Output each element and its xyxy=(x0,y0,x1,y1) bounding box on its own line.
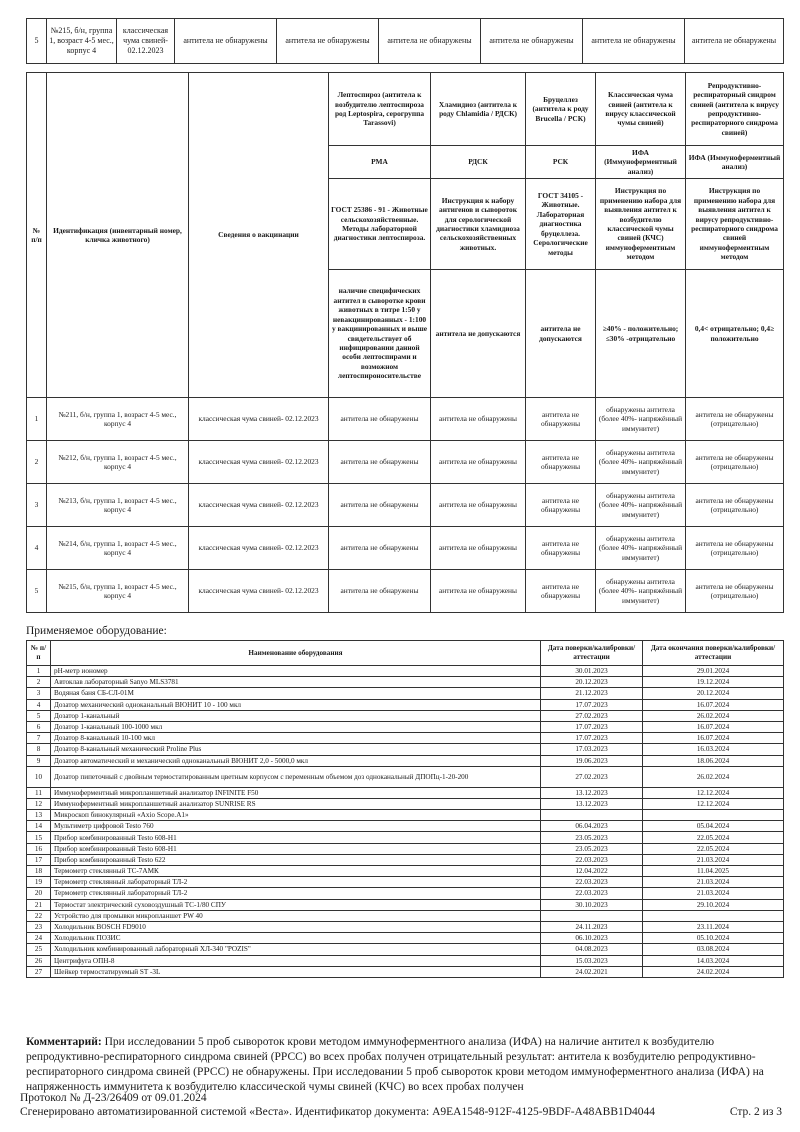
page-footer xyxy=(20,1106,782,1118)
row-number: 27 xyxy=(27,966,51,977)
row-number: 4 xyxy=(27,699,51,710)
row-number: 1 xyxy=(27,398,47,441)
row-number: 25 xyxy=(27,944,51,955)
protocol-number: Протокол № Д-23/26409 от 09.01.2024 xyxy=(20,1092,207,1104)
result-cell: антитела не обнаружены xyxy=(526,484,596,527)
equipment-name: Мультиметр цифровой Testo 760 xyxy=(51,821,541,832)
equipment-name: Шейкер термостатируемый ST -3L xyxy=(51,966,541,977)
table-row xyxy=(27,877,784,888)
result-cell: обнаружены антитела (более 40%- напряжённый иммунитет) xyxy=(596,527,686,570)
table-row xyxy=(27,398,784,441)
equipment-name: Дозатор автоматический и механический одноканальный ВЮНИТ 2,0 - 5000,0 мкл xyxy=(51,755,541,766)
vaccination-info: классическая чума свиней- 02.12.2023 xyxy=(189,398,329,441)
row-number: 23 xyxy=(27,921,51,932)
table-row xyxy=(27,910,784,921)
result-cell: антитела не обнаружены xyxy=(329,527,431,570)
row-number: 21 xyxy=(27,899,51,910)
equipment-name: Дозатор 8-канальный механический Proline Plus xyxy=(51,744,541,755)
result-cell: обнаружены антитела (более 40%- напряжённый иммунитет) xyxy=(596,441,686,484)
row-number: 4 xyxy=(27,527,47,570)
header-normdoc: ГОСТ 34105 - Животные. Лабораторная диагностика бруцеллеза. Серологические методы xyxy=(526,179,596,270)
row-number: 7 xyxy=(27,733,51,744)
equipment-section-title: Применяемое оборудование: xyxy=(26,625,167,637)
comment-text: При исследовании 5 проб сывороток крови методом иммуноферментного анализа (ИФА) на наличие антител к возбудителю репродуктивно-респираторного синдрома свиней (РРСС) во всех пробах получен отрицательный результат: антитела к возбудителю репродуктивно-респираторного синдрома свиней (РРСС) не обнаружены. При исследовании 5 проб сывороток крови методом иммуноферментного анализа (ИФА) на напряженность иммунитета к возбудителю классической чумы свиней (КЧС) во всех пробах получен xyxy=(26,1036,764,1093)
equipment-name: Дозатор 8-канальный 10-100 мкл xyxy=(51,733,541,744)
table-row xyxy=(27,721,784,732)
equipment-name: pH-метр иономер xyxy=(51,666,541,677)
header-identification: Идентификация (инвентарный номер, кличка животного) xyxy=(47,73,189,398)
date-to: 23.11.2024 xyxy=(643,921,784,932)
result-cell: антитела не обнаружены xyxy=(526,570,596,613)
date-from: 22.03.2023 xyxy=(541,888,643,899)
date-to: 12.12.2024 xyxy=(643,798,784,809)
row-number: 6 xyxy=(27,721,51,732)
row-number: 10 xyxy=(27,766,51,787)
table-row xyxy=(27,755,784,766)
date-from: 24.11.2023 xyxy=(541,921,643,932)
table-row xyxy=(27,733,784,744)
table-row xyxy=(27,441,784,484)
result-cell: антитела не обнаружены xyxy=(481,19,583,64)
date-from: 20.12.2023 xyxy=(541,677,643,688)
result-cell: антитела не обнаружены xyxy=(431,441,526,484)
header-disease: Бруцеллез (антитела к роду Brucella / РСК) xyxy=(526,73,596,146)
equipment-name: Дозатор механический одноканальный ВЮНИТ 10 - 100 мкл xyxy=(51,699,541,710)
row-number: 20 xyxy=(27,888,51,899)
row-number: 5 xyxy=(27,19,47,64)
date-to: 29.10.2024 xyxy=(643,899,784,910)
result-cell: обнаружены антитела (более 40%- напряжённый иммунитет) xyxy=(596,570,686,613)
date-from: 27.02.2023 xyxy=(541,710,643,721)
row-number: 2 xyxy=(27,677,51,688)
header-norm: антитела не допускаются xyxy=(431,270,526,398)
table-row xyxy=(27,677,784,688)
equipment-name: Устройство для промывки микропланшет PW 40 xyxy=(51,910,541,921)
equipment-name: Микроскоп бинокулярный «Axio Scope.A1» xyxy=(51,810,541,821)
table-row xyxy=(27,854,784,865)
date-from: 12.04.2022 xyxy=(541,866,643,877)
date-to: 26.02.2024 xyxy=(643,710,784,721)
table-row xyxy=(27,699,784,710)
table-row xyxy=(27,832,784,843)
header-normdoc: Инструкция по применению набора для выявления антител к возбудителю классической чумы свиней (КЧС) иммуноферментным методом xyxy=(596,179,686,270)
date-from: 22.03.2023 xyxy=(541,877,643,888)
header-row-disease xyxy=(27,73,784,146)
result-cell: антитела не обнаружены xyxy=(431,570,526,613)
date-from: 17.07.2023 xyxy=(541,699,643,710)
row-number: 16 xyxy=(27,843,51,854)
result-cell: антитела не обнаружены xyxy=(526,527,596,570)
date-from: 17.03.2023 xyxy=(541,744,643,755)
row-number: 2 xyxy=(27,441,47,484)
date-from: 30.01.2023 xyxy=(541,666,643,677)
header-vaccination: Сведения о вакцинации xyxy=(189,73,329,398)
date-to xyxy=(643,910,784,921)
date-from: 06.04.2023 xyxy=(541,821,643,832)
date-to: 16.07.2024 xyxy=(643,721,784,732)
vaccination-info: классическая чума свиней- 02.12.2023 xyxy=(189,441,329,484)
equipment-name: Водяная баня СБ-СЛ-01М xyxy=(51,688,541,699)
table-row xyxy=(27,710,784,721)
date-to: 16.07.2024 xyxy=(643,733,784,744)
test-results-table xyxy=(26,72,784,613)
table-row xyxy=(27,19,784,64)
generated-by-text: Сгенерировано автоматизированной системой «Веста». Идентификатор документа: A9EA1548-912F-4125-9BDF-A48ABB1D4044 xyxy=(20,1106,656,1118)
animal-identification: №211, б/н, группа 1, возраст 4-5 мес., корпус 4 xyxy=(47,398,189,441)
date-to: 14.03.2024 xyxy=(643,955,784,966)
animal-identification: №215, б/н, группа 1, возраст 4-5 мес., корпус 4 xyxy=(47,19,117,64)
table-row xyxy=(27,666,784,677)
table-row xyxy=(27,944,784,955)
equipment-name: Дозатор 1-канальный xyxy=(51,710,541,721)
result-cell: обнаружены антитела (более 40%- напряжённый иммунитет) xyxy=(596,484,686,527)
date-to: 12.12.2024 xyxy=(643,787,784,798)
row-number: 19 xyxy=(27,877,51,888)
equipment-name: Дозатор 1-канальный 100-1000 мкл xyxy=(51,721,541,732)
header-method: ИФА (Иммуноферментный анализ) xyxy=(596,146,686,179)
vaccination-info: классическая чума свиней- 02.12.2023 xyxy=(189,527,329,570)
date-from xyxy=(541,810,643,821)
date-from: 06.10.2023 xyxy=(541,933,643,944)
equipment-name: Иммуноферментный микропланшетный анализатор SUNRISE RS xyxy=(51,798,541,809)
header-disease: Лептоспироз (антитела к возбудителю лептоспироза род Leptospira, серогруппа Tarassovi) xyxy=(329,73,431,146)
equipment-name: Прибор комбинированный Testo 608-H1 xyxy=(51,832,541,843)
header-norm: антитела не допускаются xyxy=(526,270,596,398)
date-to: 22.05.2024 xyxy=(643,843,784,854)
header-method: РДСК xyxy=(431,146,526,179)
page-number: Стр. 2 из 3 xyxy=(729,1106,782,1118)
equipment-name: Прибор комбинированный Testo 608-H1 xyxy=(51,843,541,854)
row-number: 5 xyxy=(27,710,51,721)
header-norm: ≥40% - положительно; ≤30% -отрицательно xyxy=(596,270,686,398)
animal-identification: №213, б/н, группа 1, возраст 4-5 мес., корпус 4 xyxy=(47,484,189,527)
date-to: 11.04.2025 xyxy=(643,866,784,877)
result-cell: антитела не обнаружены xyxy=(277,19,379,64)
table-row xyxy=(27,484,784,527)
date-from: 19.06.2023 xyxy=(541,755,643,766)
header-number: № п/п xyxy=(27,641,51,666)
header-date-from: Дата поверки/калибровки/аттестации xyxy=(541,641,643,666)
equipment-name: Холодильник комбинированный лабораторный ХЛ-340 "POZIS" xyxy=(51,944,541,955)
table-row xyxy=(27,810,784,821)
date-to xyxy=(643,810,784,821)
table-row xyxy=(27,821,784,832)
row-number: 15 xyxy=(27,832,51,843)
header-disease: Хламидиоз (антитела к роду Chlamidia / РДСК) xyxy=(431,73,526,146)
date-from: 24.02.2021 xyxy=(541,966,643,977)
equipment-name: Термометр стеклянный лабораторный ТЛ-2 xyxy=(51,877,541,888)
table-row xyxy=(27,955,784,966)
date-to: 16.03.2024 xyxy=(643,744,784,755)
header-norm: 0,4< отрицательно; 0,4≥ положительно xyxy=(686,270,784,398)
row-number: 1 xyxy=(27,666,51,677)
header-method: РМА xyxy=(329,146,431,179)
table-row xyxy=(27,766,784,787)
table-row xyxy=(27,966,784,977)
table-row xyxy=(27,688,784,699)
animal-identification: №214, б/н, группа 1, возраст 4-5 мес., корпус 4 xyxy=(47,527,189,570)
comment-label: Комментарий: xyxy=(26,1036,102,1048)
date-from: 17.07.2023 xyxy=(541,721,643,732)
date-to: 22.05.2024 xyxy=(643,832,784,843)
header-disease: Классическая чума свиней (антитела к вирусу классической чумы свиней) xyxy=(596,73,686,146)
header-equipment-name: Наименование оборудования xyxy=(51,641,541,666)
date-to: 26.02.2024 xyxy=(643,766,784,787)
result-cell: антитела не обнаружены xyxy=(526,398,596,441)
animal-identification: №215, б/н, группа 1, возраст 4-5 мес., корпус 4 xyxy=(47,570,189,613)
result-cell: антитела не обнаружены xyxy=(329,570,431,613)
table-row xyxy=(27,787,784,798)
date-from: 13.12.2023 xyxy=(541,798,643,809)
equipment-name: Автоклав лабораторный Sanyo MLS3781 xyxy=(51,677,541,688)
result-cell: антитела не обнаружены xyxy=(431,484,526,527)
vaccination-info: классическая чума свиней- 02.12.2023 xyxy=(189,570,329,613)
equipment-name: Термостат электрический суховоздушный ТС-1/80 СПУ xyxy=(51,899,541,910)
result-cell: обнаружены антитела (более 40%- напряжённый иммунитет) xyxy=(596,398,686,441)
equipment-name: Холодильник ПОЗИС xyxy=(51,933,541,944)
equipment-name: Холодильник BOSCH FD9010 xyxy=(51,921,541,932)
result-cell: антитела не обнаружены (отрицательно) xyxy=(686,441,784,484)
vaccination-info: классическая чума свиней- 02.12.2023 xyxy=(189,484,329,527)
date-from: 23.05.2023 xyxy=(541,832,643,843)
header-method: ИФА (Иммуноферментный анализ) xyxy=(686,146,784,179)
date-from: 23.05.2023 xyxy=(541,843,643,854)
date-from: 13.12.2023 xyxy=(541,787,643,798)
row-number: 26 xyxy=(27,955,51,966)
date-to: 18.06.2024 xyxy=(643,755,784,766)
date-to: 24.02.2024 xyxy=(643,966,784,977)
date-to: 21.03.2024 xyxy=(643,888,784,899)
equipment-header-row xyxy=(27,641,784,666)
header-date-to: Дата окончания поверки/калибровки/аттестации xyxy=(643,641,784,666)
row-number: 12 xyxy=(27,798,51,809)
date-to: 20.12.2024 xyxy=(643,688,784,699)
header-normdoc: Инструкция к набору антигенов и сывороток для серологической диагностики хламидиоза сельскохозяйственных животных. xyxy=(431,179,526,270)
result-cell: антитела не обнаружены xyxy=(175,19,277,64)
date-to: 21.03.2024 xyxy=(643,877,784,888)
vaccination-info: классическая чума свиней- 02.12.2023 xyxy=(117,19,175,64)
equipment-name: Термометр стеклянный ТС-7АМК xyxy=(51,866,541,877)
equipment-name: Термометр стеклянный лабораторный ТЛ-2 xyxy=(51,888,541,899)
table-row xyxy=(27,866,784,877)
table-row xyxy=(27,527,784,570)
row-number: 11 xyxy=(27,787,51,798)
row-number: 5 xyxy=(27,570,47,613)
date-from: 22.03.2023 xyxy=(541,854,643,865)
equipment-name: Иммуноферментный микропланшетный анализатор INFINITE F50 xyxy=(51,787,541,798)
header-method: РСК xyxy=(526,146,596,179)
result-cell: антитела не обнаружены xyxy=(431,527,526,570)
table-row xyxy=(27,843,784,854)
table-row xyxy=(27,744,784,755)
result-cell: антитела не обнаружены xyxy=(329,398,431,441)
table-row xyxy=(27,798,784,809)
date-from: 15.03.2023 xyxy=(541,955,643,966)
result-cell: антитела не обнаружены (отрицательно) xyxy=(686,398,784,441)
header-norm: наличие специфических антител в сыворотке крови животных в титре 1:50 у невакцинированных - 1:100 у вакцинированных и выше свидетельствует об инфицировании данной особи лептоспирами и возможном лептоспироносительстве xyxy=(329,270,431,398)
equipment-table xyxy=(26,640,784,978)
result-cell: антитела не обнаружены xyxy=(379,19,481,64)
result-cell: антитела не обнаружены xyxy=(685,19,784,64)
result-cell: антитела не обнаружены xyxy=(329,484,431,527)
result-cell: антитела не обнаружены xyxy=(583,19,685,64)
table-row xyxy=(27,570,784,613)
equipment-name: Дозатор пипеточный с двойным термостатированным цветным корпусом с переменным объемом доз одноканальный ДПОПц-1-20-200 xyxy=(51,766,541,787)
header-normdoc: Инструкция по применению набора для выявления антител к вирусу репродуктивно-респираторного синдрома свиней иммуноферментным методом xyxy=(686,179,784,270)
row-number: 13 xyxy=(27,810,51,821)
date-to: 21.03.2024 xyxy=(643,854,784,865)
equipment-name: Прибор комбинированный Testo 622 xyxy=(51,854,541,865)
date-from: 21.12.2023 xyxy=(541,688,643,699)
table-row xyxy=(27,899,784,910)
row-number: 3 xyxy=(27,484,47,527)
equipment-name: Центрифуга ОПН-8 xyxy=(51,955,541,966)
table-row xyxy=(27,933,784,944)
row-number: 17 xyxy=(27,854,51,865)
row-number: 8 xyxy=(27,744,51,755)
header-number: № п/п xyxy=(27,73,47,398)
date-to: 05.10.2024 xyxy=(643,933,784,944)
header-disease: Репродуктивно-респираторный синдром свиней (антитела к вирусу репродуктивно-респираторного синдрома свиней) xyxy=(686,73,784,146)
date-from xyxy=(541,910,643,921)
table-row xyxy=(27,888,784,899)
date-to: 16.07.2024 xyxy=(643,699,784,710)
comment-block xyxy=(26,1035,786,1095)
date-from: 04.08.2023 xyxy=(541,944,643,955)
date-to: 19.12.2024 xyxy=(643,677,784,688)
table-row xyxy=(27,921,784,932)
date-from: 17.07.2023 xyxy=(541,733,643,744)
row-number: 9 xyxy=(27,755,51,766)
row-number: 14 xyxy=(27,821,51,832)
result-cell: антитела не обнаружены (отрицательно) xyxy=(686,570,784,613)
result-cell: антитела не обнаружены xyxy=(526,441,596,484)
result-cell: антитела не обнаружены xyxy=(329,441,431,484)
continued-results-table xyxy=(26,18,784,64)
header-normdoc: ГОСТ 25386 - 91 - Животные сельскохозяйственные. Методы лабораторной диагностики лептоспироза. xyxy=(329,179,431,270)
date-from: 30.10.2023 xyxy=(541,899,643,910)
row-number: 3 xyxy=(27,688,51,699)
row-number: 22 xyxy=(27,910,51,921)
date-to: 05.04.2024 xyxy=(643,821,784,832)
row-number: 18 xyxy=(27,866,51,877)
result-cell: антитела не обнаружены xyxy=(431,398,526,441)
date-from: 27.02.2023 xyxy=(541,766,643,787)
animal-identification: №212, б/н, группа 1, возраст 4-5 мес., корпус 4 xyxy=(47,441,189,484)
result-cell: антитела не обнаружены (отрицательно) xyxy=(686,527,784,570)
result-cell: антитела не обнаружены (отрицательно) xyxy=(686,484,784,527)
date-to: 03.08.2024 xyxy=(643,944,784,955)
row-number: 24 xyxy=(27,933,51,944)
date-to: 29.01.2024 xyxy=(643,666,784,677)
